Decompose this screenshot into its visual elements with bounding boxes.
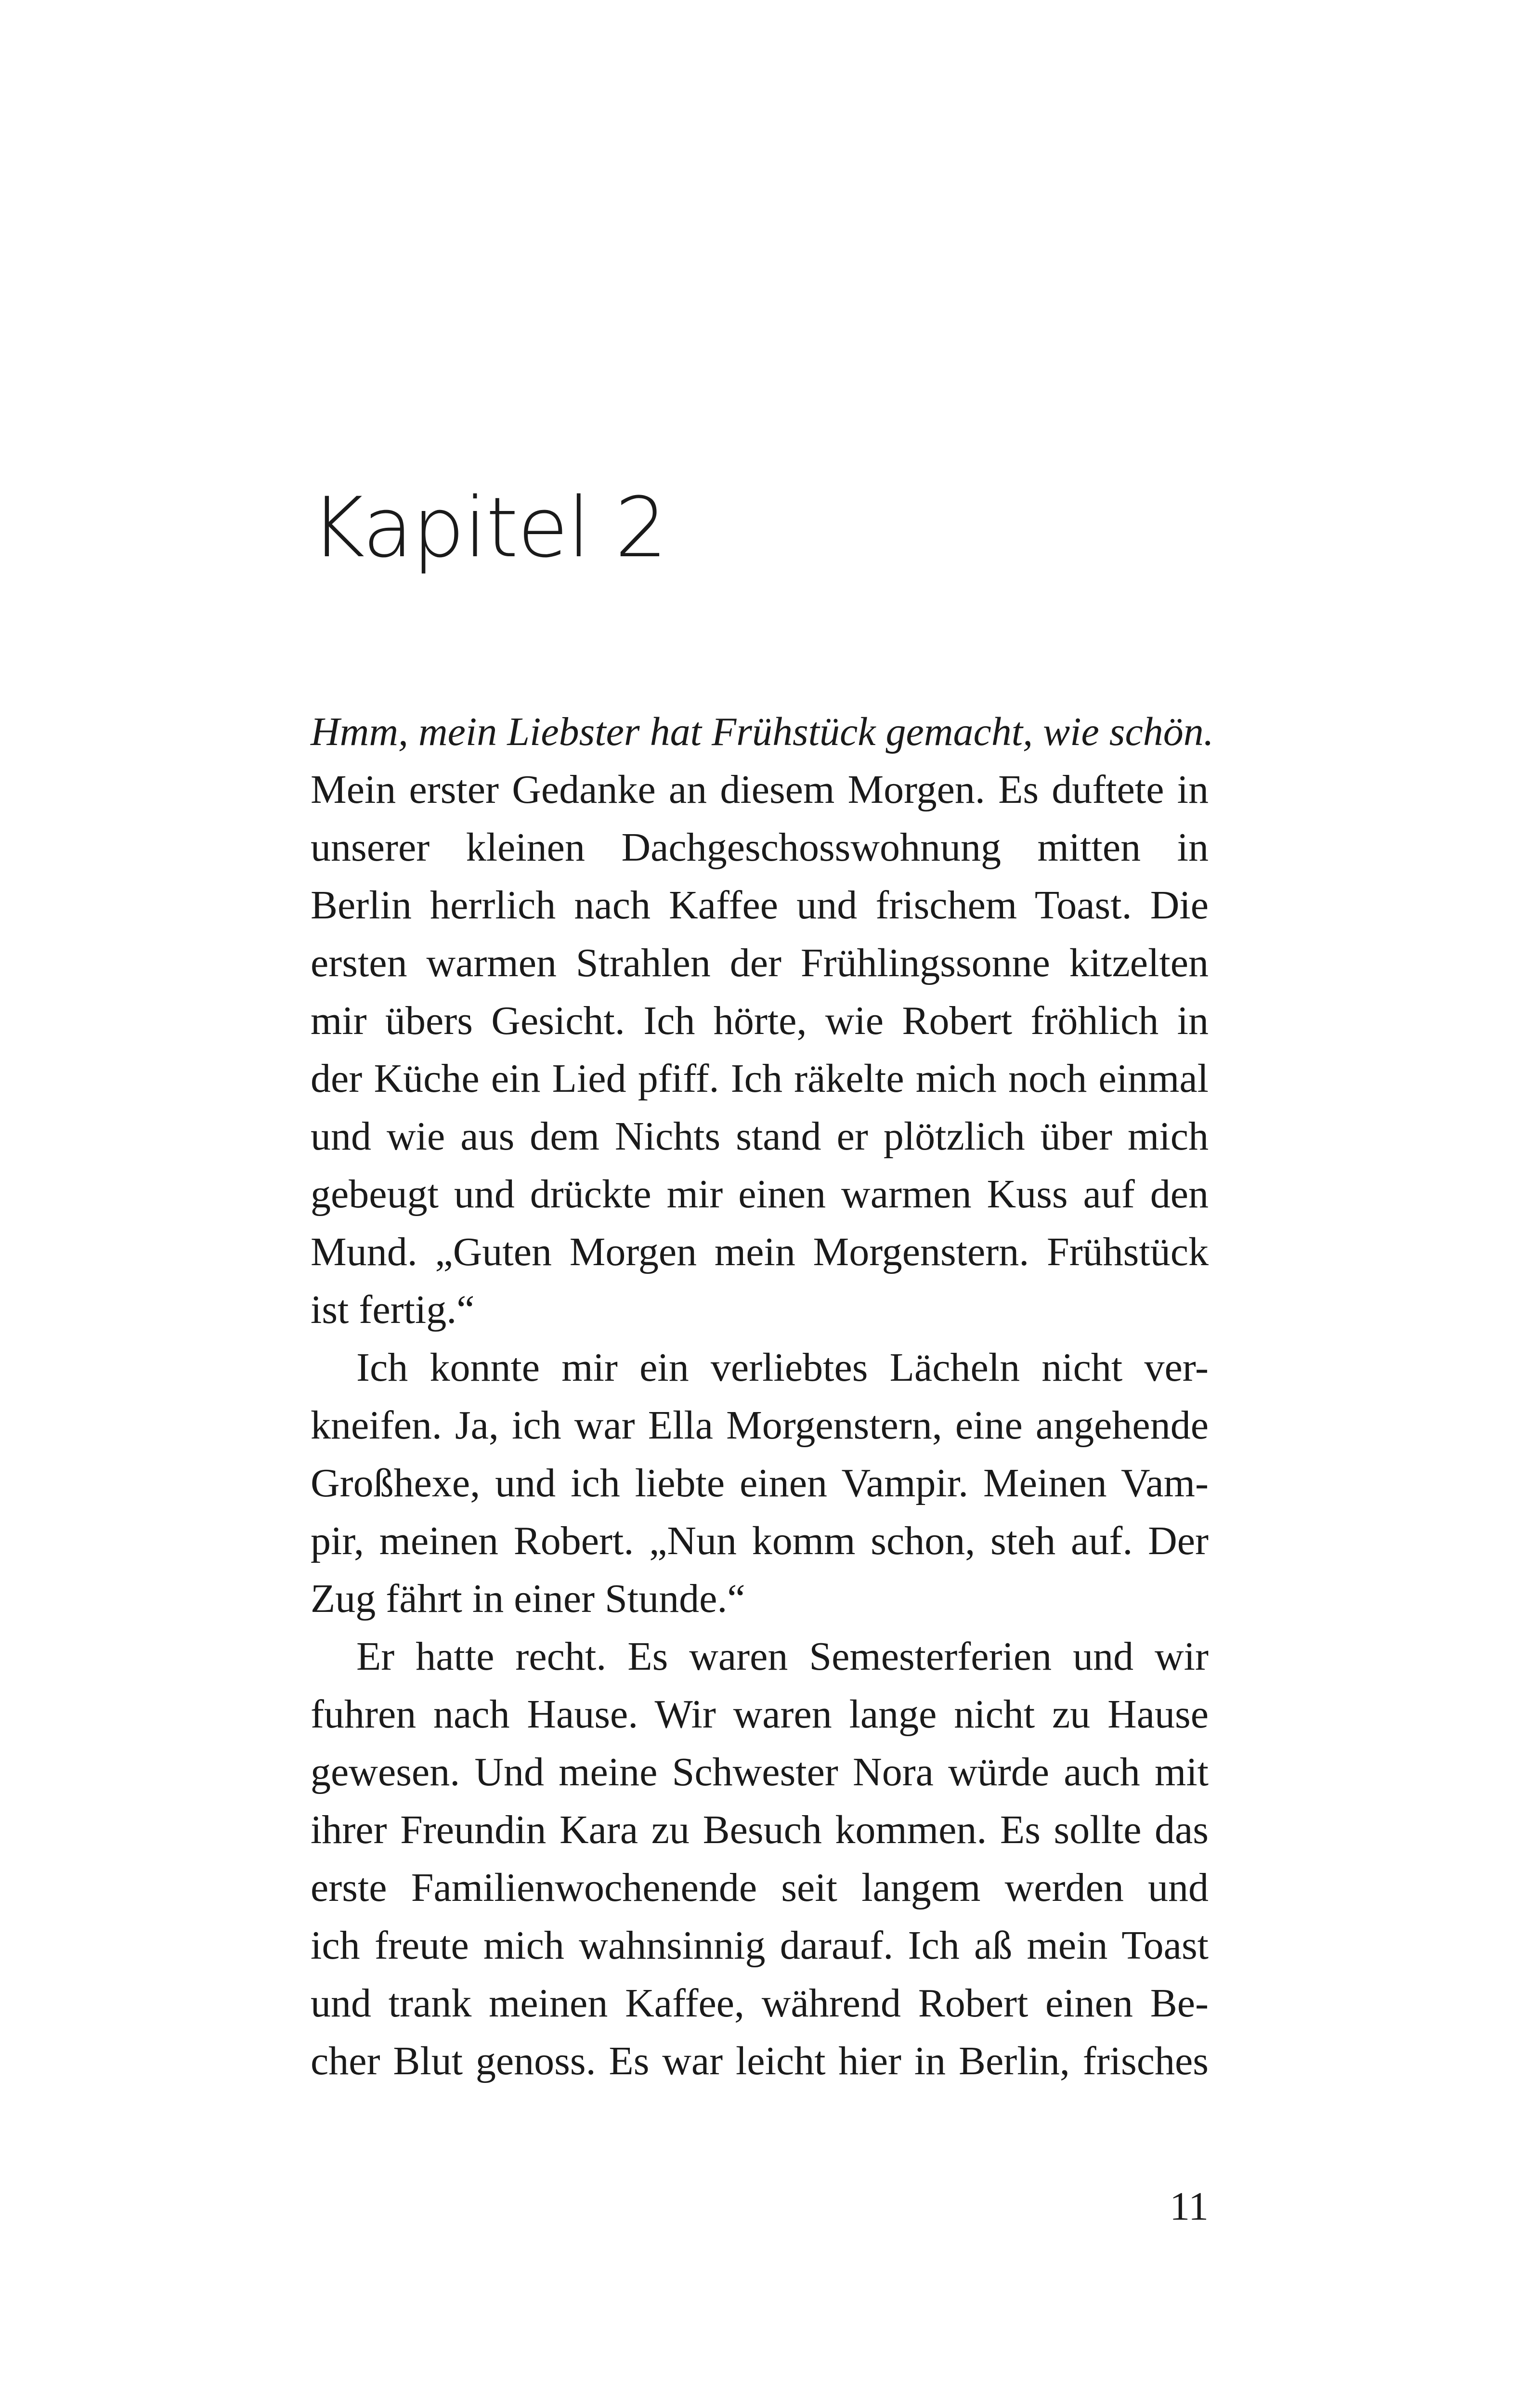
text-line: gebeugt und drückte mir einen warmen Kuss auf den	[311, 1172, 1209, 1217]
page-number: 11	[1170, 2184, 1209, 2229]
text-line: pir, meinen Robert. „Nun komm schon, steh auf. Der	[311, 1518, 1209, 1563]
paragraph-1	[311, 703, 1214, 1339]
text-line: ersten warmen Strahlen der Frühlingssonne kitzelten	[311, 941, 1209, 985]
text-line: Mund. „Guten Morgen mein Morgenstern. Frühstück	[311, 1230, 1209, 1274]
text-line: und wie aus dem Nichts stand er plötzlich über mich	[311, 1114, 1209, 1159]
chapter-title: Kapitel 2	[311, 479, 667, 576]
text-line: ihrer Freundin Kara zu Besuch kommen. Es sollte das	[311, 1807, 1209, 1852]
text-line: Zug fährt in einer Stunde.“	[311, 1576, 745, 1621]
text-line: Berlin herrlich nach Kaffee und frischem Toast. Die	[311, 883, 1209, 928]
paragraph-2	[311, 1339, 1209, 1628]
paragraph-3	[311, 1628, 1209, 2090]
text-line: Ich konnte mir ein verliebtes Lächeln nicht ver-	[356, 1345, 1209, 1390]
text-line: Großhexe, und ich liebte einen Vampir. Meinen Vam-	[311, 1461, 1209, 1505]
text-line: ist fertig.“	[311, 1287, 475, 1332]
body-text	[311, 703, 1214, 2090]
text-line: der Küche ein Lied pfiff. Ich räkelte mich noch einmal	[311, 1056, 1209, 1101]
text-line: cher Blut genoss. Es war leicht hier in Berlin, frisches	[311, 2039, 1209, 2083]
text-line: mir übers Gesicht. Ich hörte, wie Robert fröhlich in	[311, 998, 1209, 1043]
text-line: Hmm, mein Liebster hat Frühstück gemacht, wie schön.	[311, 709, 1214, 754]
text-line: Mein erster Gedanke an diesem Morgen. Es duftete in	[311, 767, 1209, 812]
text-line: fuhren nach Hause. Wir waren lange nicht zu Hause	[311, 1692, 1209, 1737]
text-line: kneifen. Ja, ich war Ella Morgenstern, eine angehende	[311, 1403, 1209, 1448]
text-line: ich freute mich wahnsinnig darauf. Ich aß mein Toast	[311, 1923, 1209, 1968]
text-line: Er hatte recht. Es waren Semesterferien und wir	[356, 1634, 1209, 1679]
text-line: und trank meinen Kaffee, während Robert einen Be-	[311, 1981, 1209, 2026]
text-line: erste Familienwochenende seit langem werden und	[311, 1865, 1209, 1910]
text-line: gewesen. Und meine Schwester Nora würde auch mit	[311, 1750, 1209, 1794]
text-line: unserer kleinen Dachgeschosswohnung mitten in	[311, 825, 1209, 870]
